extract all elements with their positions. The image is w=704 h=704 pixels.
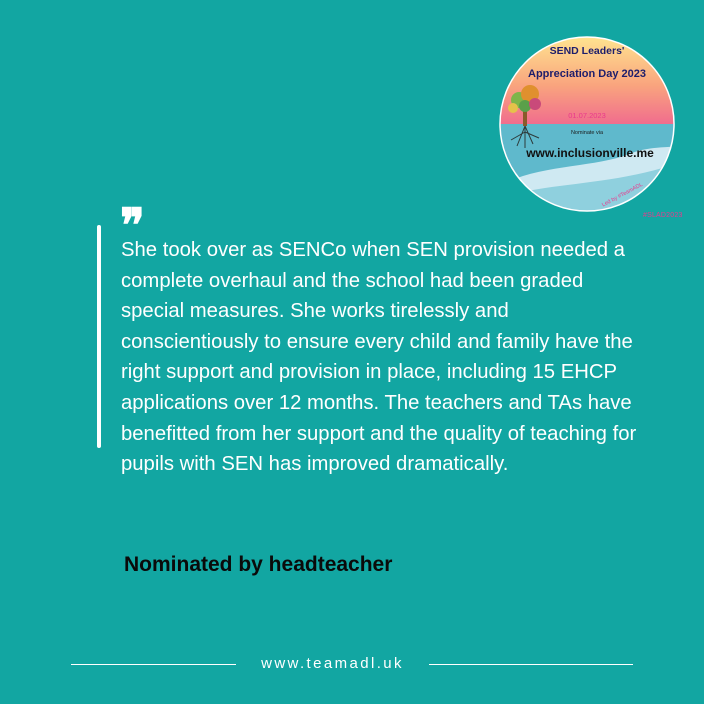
badge-hashtag: #SLAD2023 (643, 212, 683, 219)
send-leaders-day-badge (499, 36, 675, 212)
badge-led-by: Led by #TeamADL (601, 181, 644, 209)
badge-title-line1: SEND Leaders' (549, 45, 625, 57)
quote-mark-icon: ❞ (120, 198, 145, 252)
badge-nominate-label: Nominate via (570, 130, 604, 136)
footer-divider-left (71, 664, 236, 665)
badge-date: 01.07.2023 (568, 111, 606, 120)
badge-title-line2: Appreciation Day 2023 (528, 68, 646, 80)
quote-bar (97, 225, 101, 448)
nominator-credit: Nominated by headteacher (124, 553, 393, 576)
testimonial-quote: She took over as SENCo when SEN provision needed a complete overhaul and the school had been graded special measures. She works tirelessly and conscientiously to ensure every child and family have the right support and provision in place, including 15 EHCP applications over 12 months. The teachers and TAs have benefitted from her support and the quality of teaching for pupils with SEN has improved dramatically. (121, 239, 637, 476)
badge-website: www.inclusionville.me (526, 146, 654, 160)
footer-website-link[interactable]: www.teamadl.uk (261, 655, 404, 672)
footer-divider-right (429, 664, 633, 665)
